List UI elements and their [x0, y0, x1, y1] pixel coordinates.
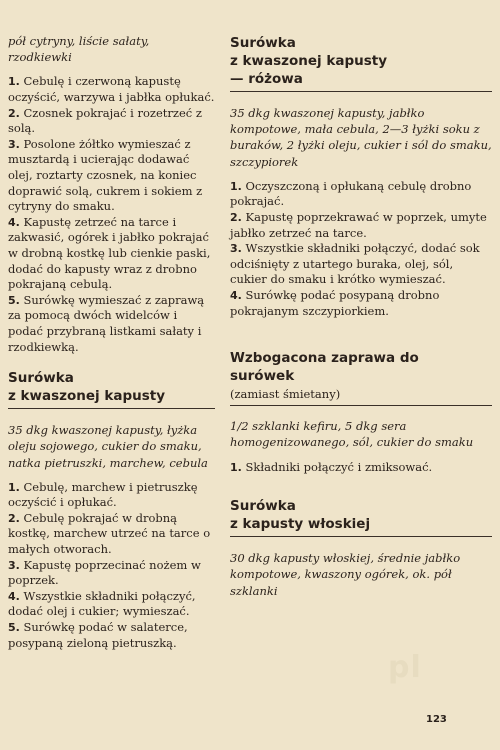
step-number: 5.: [8, 621, 20, 635]
step: [8, 293, 215, 355]
step-number: 2.: [230, 211, 242, 224]
step-text: Cebulę i czerwoną kapustę oczyścić, warzywa i jabłka opłukać.: [8, 74, 215, 104]
step-text: Wszystkie składniki połączyć, dodać olej i cukier; wymieszać.: [8, 588, 196, 619]
recipe-title-line: Surówka: [8, 370, 74, 387]
recipe-subtitle: (zamiast śmietany): [230, 387, 341, 402]
ingredients-continued: pół cytryny, liście sałaty, rzodkiewki: [8, 34, 150, 65]
recipe-title-line: surówek: [230, 368, 295, 385]
step: [8, 137, 215, 215]
ingredients: 35 dkg kwaszonej kapusty, jabłko kompotowe, mała cebula, 2—3 łyżki soku z buraków, 2 łyżki oleju, cukier i sól do smaku, szczypiorek: [230, 106, 492, 169]
step: [8, 620, 215, 651]
step-number: 4.: [8, 215, 20, 229]
step-text: Surówkę wymieszać z zaprawą za pomocą dwóch widelców i podać przybraną listkami sałaty i rzodkiewką.: [8, 292, 205, 354]
recipe-title-line: z kapusty włoskiej: [230, 516, 371, 533]
recipe-title-line: Surówka: [230, 35, 296, 51]
left-column: [8, 0, 215, 651]
ingredients: 35 dkg kwaszonej kapusty, łyżka oleju sojowego, cukier do smaku, natka pietruszki, marchew, cebula: [8, 423, 208, 470]
recipe-title: [230, 497, 492, 537]
watermark: pl: [388, 650, 422, 685]
step-number: 1.: [8, 480, 20, 494]
recipe-title: [8, 369, 215, 409]
step: [230, 460, 492, 476]
step-text: Składniki połączyć i zmiksować.: [245, 459, 433, 474]
step-number: 3.: [230, 242, 242, 256]
recipe-title-line: z kwaszonej kapusty: [230, 53, 388, 69]
step-number: 5.: [8, 293, 20, 307]
steps-list: [230, 179, 492, 319]
step: [230, 210, 492, 241]
page-number: 123: [426, 714, 447, 725]
step: [8, 106, 215, 137]
step-number: 2.: [8, 511, 20, 525]
step-text: Cebulę, marchew i pietruszkę oczyścić i opłukać.: [8, 479, 198, 510]
step-text: Wszystkie składniki połączyć, dodać sok odciśnięty z utartego buraka, olej, sól, cukier do smaku i krótko wymieszać.: [230, 241, 480, 287]
step-text: Posolone żółtko wymieszać z musztardą i ucierając dodawać olej, roztarty czosnek, na koniec doprawić solą, cukrem i sokiem z cytryny do smaku.: [8, 136, 203, 214]
step: [230, 179, 492, 210]
step-number: 3.: [8, 137, 20, 151]
step: [8, 74, 215, 105]
step: [8, 558, 215, 589]
step: [8, 511, 215, 558]
step-number: 1.: [8, 75, 20, 89]
recipe-title-line: Surówka: [230, 498, 296, 515]
step: [8, 589, 215, 620]
step-text: Kapustę poprzekrawać w poprzek, umyte jabłko zetrzeć na tarce.: [230, 210, 487, 240]
step-text: Surówkę podać posypaną drobno pokrajanym szczypiorkiem.: [230, 287, 440, 318]
step-number: 4.: [8, 589, 20, 603]
recipe-title-line: — różowa: [230, 71, 303, 87]
step-text: Czosnek pokrajać i rozetrzeć z solą.: [8, 105, 202, 136]
step-number: 2.: [8, 106, 20, 120]
steps-list: [8, 74, 215, 355]
step-number: 4.: [230, 288, 242, 302]
step-text: Kapustę poprzecinać nożem w poprzek.: [8, 557, 201, 588]
step-text: Surówkę podać w salaterce, posypaną zieloną pietruszką.: [8, 620, 188, 650]
step-text: Oczyszczoną i opłukaną cebulę drobno pokrajać.: [230, 178, 472, 209]
ingredients: 1/2 szklanki kefiru, 5 dkg sera homogenizowanego, sól, cukier do smaku: [230, 419, 474, 450]
step: [8, 480, 215, 511]
recipe-title-line: Wzbogacona zaprawa do: [230, 350, 419, 367]
step-text: Kapustę zetrzeć na tarce i zakwasić, ogórek i jabłko pokrajać w drobną kostkę lub cienkie paski, dodać do kapusty wraz z drobno pokrajaną cebulą.: [8, 214, 211, 292]
recipe-title: [230, 349, 492, 406]
steps-list: [8, 480, 215, 652]
step: [230, 288, 492, 319]
recipe-title-line: z kwaszonej kapusty: [8, 388, 166, 405]
right-column: [230, 0, 492, 599]
step-text: Cebulę pokrajać w drobną kostkę, marchew utrzeć na tarce o małych otworach.: [8, 510, 211, 557]
step-number: 1.: [230, 460, 242, 474]
step: [230, 241, 492, 288]
ingredients: 30 dkg kapusty włoskiej, średnie jabłko kompotowe, kwaszony ogórek, ok. pół szklanki: [230, 551, 461, 598]
step-number: 1.: [230, 179, 242, 193]
steps-list: [230, 460, 492, 476]
recipe-title: [230, 34, 492, 92]
step: [8, 215, 215, 293]
step-number: 3.: [8, 558, 20, 572]
